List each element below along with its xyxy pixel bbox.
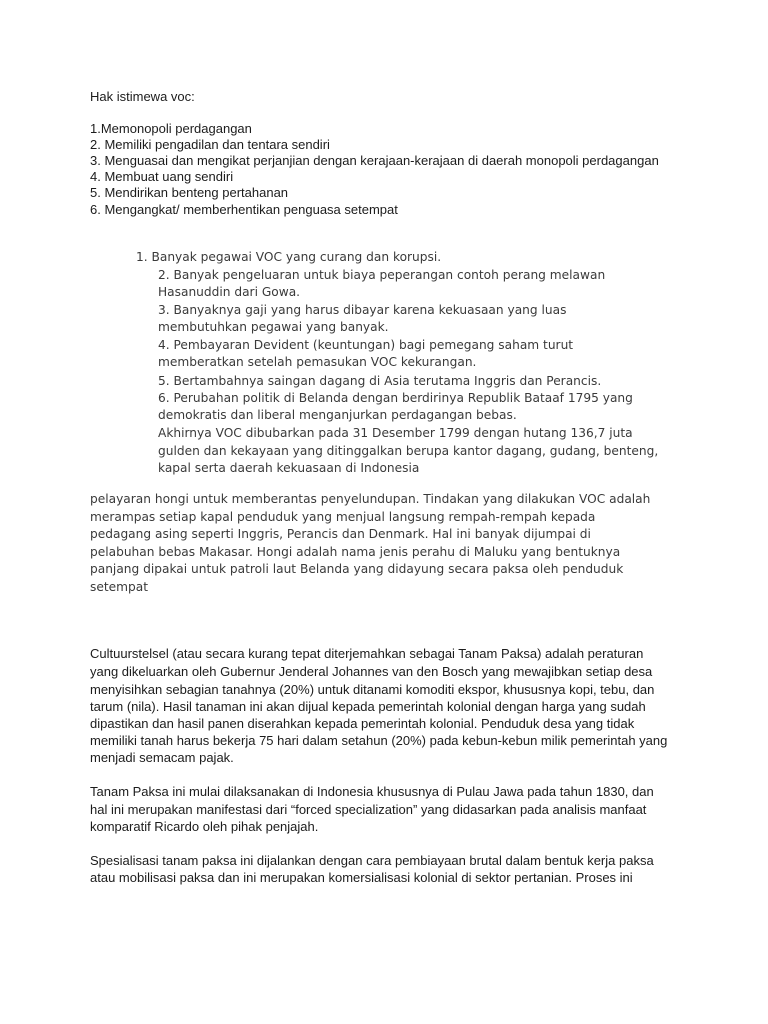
hongi-line: pelayaran hongi untuk memberantas penyelundupan. Tindakan yang dilakukan VOC adalah xyxy=(90,492,651,506)
cause-line: memberatkan setelah pemasukan VOC kekurangan. xyxy=(158,355,477,369)
spesialisasi-line: atau mobilisasi paksa dan ini merupakan komersialisasi kolonial di sektor pertanian. Proses ini xyxy=(90,870,633,885)
privilege-item: 1.Memonopoli perdagangan xyxy=(90,121,252,136)
cause-line: Akhirnya VOC dibubarkan pada 31 Desember 1799 dengan hutang 136,7 juta xyxy=(158,426,633,440)
cause-line: 1. Banyak pegawai VOC yang curang dan korupsi. xyxy=(136,250,442,264)
hongi-line: pelabuhan bebas Makasar. Hongi adalah nama jenis perahu di Maluku yang bentuknya xyxy=(90,545,621,559)
cultuurstelsel-line: dipastikan dan hasil panen diserahkan kepada pemerintah kolonial. Penduduk desa yang tidak xyxy=(90,716,635,731)
hongi-line: pedagang asing seperti Inggris, Perancis dan Denmark. Hal ini banyak dijumpai di xyxy=(90,527,591,541)
cultuurstelsel-line: Cultuurstelsel (atau secara kurang tepat diterjemahkan sebagai Tanam Paksa) adalah peraturan xyxy=(90,646,644,661)
cause-line: 4. Pembayaran Devident (keuntungan) bagi pemegang saham turut xyxy=(158,338,574,352)
cause-line: 3. Banyaknya gaji yang harus dibayar karena kekuasaan yang luas xyxy=(158,303,567,317)
privilege-item: 3. Menguasai dan mengikat perjanjian dengan kerajaan-kerajaan di daerah monopoli perdagangan xyxy=(90,153,659,168)
cause-line: membutuhkan pegawai yang banyak. xyxy=(158,320,389,334)
hongi-line: merampas setiap kapal penduduk yang menjual langsung rempah-rempah kepada xyxy=(90,510,596,524)
spesialisasi-line: Spesialisasi tanam paksa ini dijalankan dengan cara pembiayaan brutal dalam bentuk kerja paksa xyxy=(90,853,654,868)
privileges-heading: Hak istimewa voc: xyxy=(90,89,195,104)
privilege-item: 6. Mengangkat/ memberhentikan penguasa setempat xyxy=(90,202,398,217)
cause-line: 6. Perubahan politik di Belanda dengan berdirinya Republik Bataaf 1795 yang xyxy=(158,391,633,405)
cause-line: 2. Banyak pengeluaran untuk biaya peperangan contoh perang melawan xyxy=(158,268,606,282)
hongi-line: setempat xyxy=(90,580,148,594)
cultuurstelsel-line: menyisihkan sebagian tanahnya (20%) untuk ditanami komoditi ekspor, khususnya kopi, tebu, dan xyxy=(90,682,655,697)
tanam-paksa-line: hal ini merupakan manifestasi dari “forced specialization” yang didasarkan pada analisis manfaat xyxy=(90,802,647,817)
tanam-paksa-line: komparatif Ricardo oleh pihak penjajah. xyxy=(90,819,319,834)
cause-line: 5. Bertambahnya saingan dagang di Asia terutama Inggris dan Perancis. xyxy=(158,374,602,388)
hongi-line: panjang dipakai untuk patroli laut Belanda yang didayung secara paksa oleh penduduk xyxy=(90,562,624,576)
cause-line: gulden dan kekayaan yang ditinggalkan berupa kantor dagang, gudang, benteng, xyxy=(158,444,659,458)
privilege-item: 4. Membuat uang sendiri xyxy=(90,169,234,184)
cultuurstelsel-line: yang dikeluarkan oleh Gubernur Jenderal Johannes van den Bosch yang mewajibkan setiap desa xyxy=(90,664,653,679)
cultuurstelsel-line: memiliki tanah harus bekerja 75 hari dalam setahun (20%) pada kebun-kebun milik pemerintah yang xyxy=(90,733,668,748)
privilege-item: 5. Mendirikan benteng pertahanan xyxy=(90,185,289,200)
cultuurstelsel-line: menjadi semacam pajak. xyxy=(90,750,234,765)
cultuurstelsel-line: tarum (nila). Hasil tanaman ini akan dijual kepada pemerintah kolonial dengan harga yang sudah xyxy=(90,699,646,714)
privilege-item: 2. Memiliki pengadilan dan tentara sendiri xyxy=(90,137,330,152)
cause-line: kapal serta daerah kekuasaan di Indonesia xyxy=(158,461,420,475)
tanam-paksa-line: Tanam Paksa ini mulai dilaksanakan di Indonesia khususnya di Pulau Jawa pada tahun 1830, dan xyxy=(90,784,654,799)
cause-line: Hasanuddin dari Gowa. xyxy=(158,285,301,299)
cause-line: demokratis dan liberal menganjurkan perdagangan bebas. xyxy=(158,408,517,422)
